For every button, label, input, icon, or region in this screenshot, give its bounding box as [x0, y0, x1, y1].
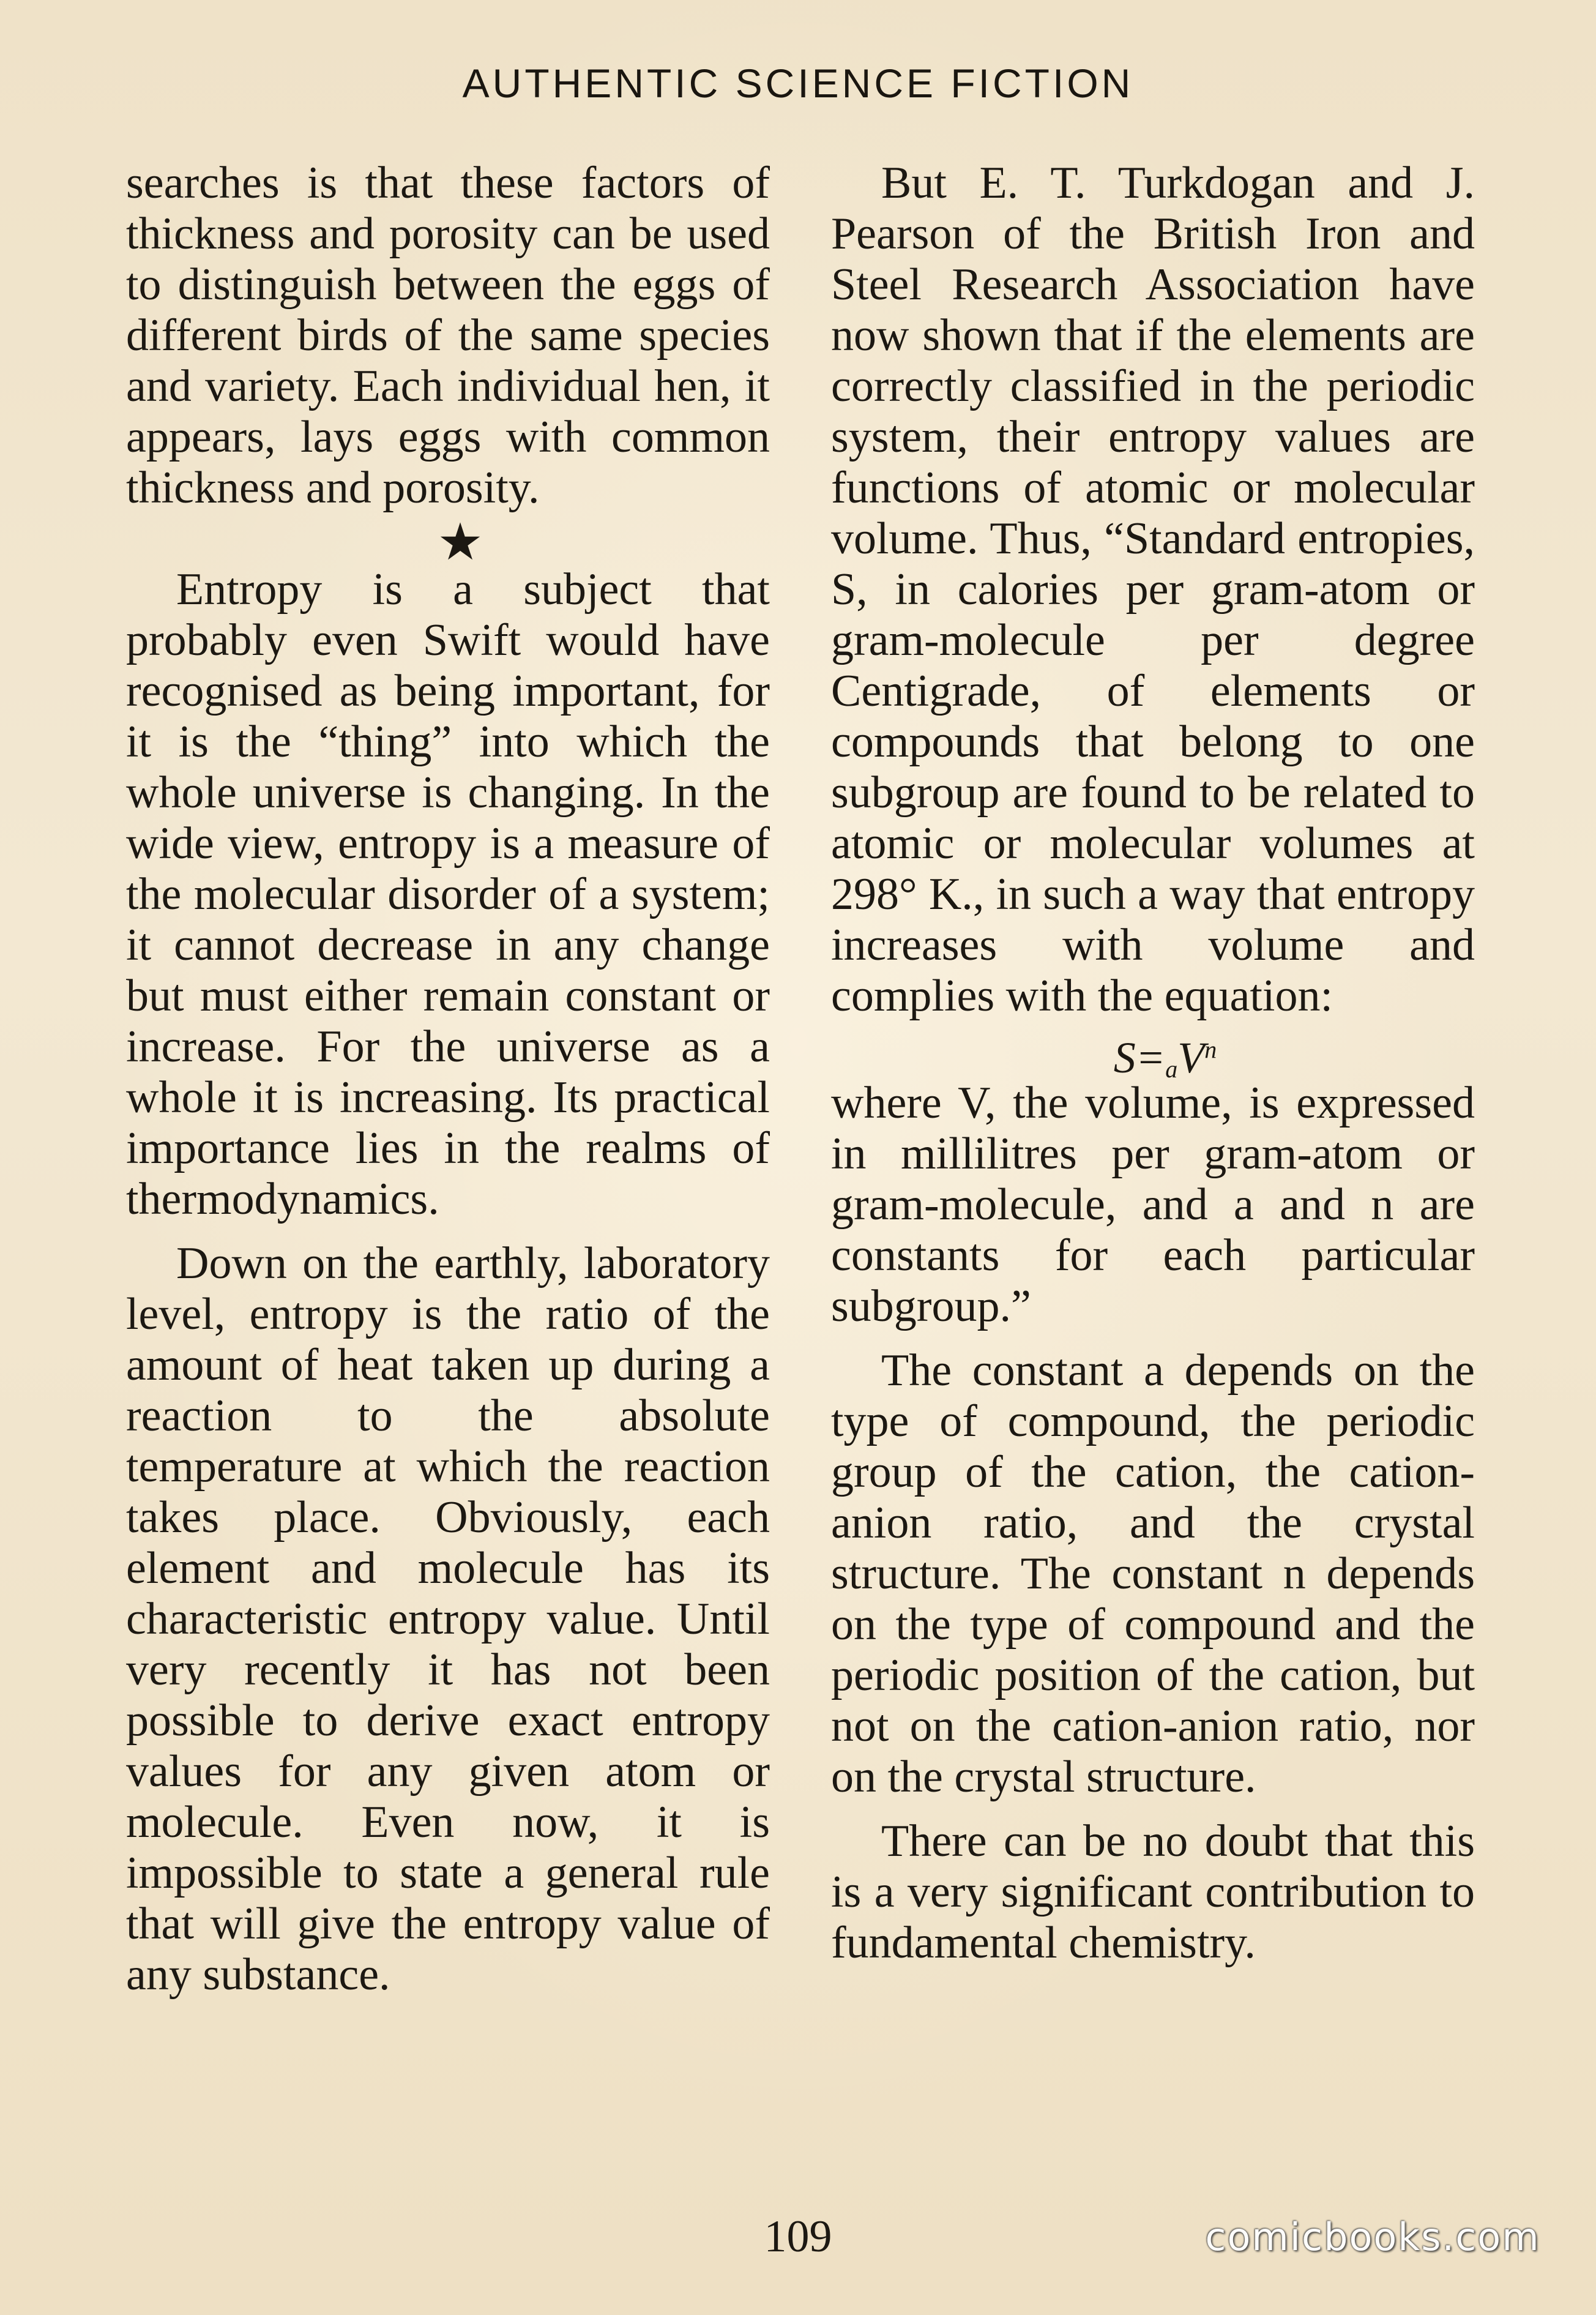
- right-column: [831, 158, 1475, 1969]
- paragraph-gap: [831, 1332, 1475, 1345]
- equation-variable: V: [1177, 1033, 1205, 1082]
- equation-exponent: n: [1204, 1036, 1217, 1063]
- paragraph-gap: [126, 1225, 770, 1238]
- paragraph-gap: [831, 1803, 1475, 1816]
- equation-lhs: S: [1113, 1033, 1136, 1082]
- left-paragraph-1: searches is that these factors of thickness and porosity can be used to distinguish between the eggs of different birds of the same species and variety. Each individual hen, it appears, lays eggs with common thickness and porosity.: [126, 158, 770, 513]
- left-paragraph-3: Down on the earthly, laboratory level, entropy is the ratio of the amount of heat taken up during a reaction to the absolute temperature at which the reaction takes place. Obviously, each element and molecule has its characteristic entropy value. Until very recently it has not been possible to derive exact entropy values for any given atom or molecule. Even now, it is impossible to state a general rule that will give the entropy value of any substance.: [126, 1238, 770, 2000]
- left-paragraph-2: Entropy is a subject that probably even Swift would have recognised as being important, for it is the “thing” into which the whole universe is changing. In the wide view, entropy is a measure of the molecular disorder of a system; it cannot decrease in any change but must either remain constant or increase. For the universe as a whole it is increasing. Its practical importance lies in the realms of thermodynamics.: [126, 564, 770, 1224]
- equation-equals: =: [1135, 1033, 1166, 1082]
- equation-subscript: a: [1165, 1055, 1178, 1083]
- right-paragraph-3: The constant a depends on the type of compound, the periodic group of the cation, the cation-anion ratio, and the crystal structure. The constant n depends on the type of compound and the periodic position of the cation, but not on the cation-anion ratio, nor on the crystal structure.: [831, 1345, 1475, 1802]
- right-paragraph-2: where V, the volume, is expressed in millilitres per gram-atom or gram-molecule, and a and n are constants for each particular subgroup.”: [831, 1078, 1475, 1331]
- right-paragraph-1: But E. T. Turkdogan and J. Pearson of the British Iron and Steel Research Association have now shown that if the elements are correctly classified in the periodic system, their entropy values are functions of atomic or molecular volume. Thus, “Standard entropies, S, in calories per gram-atom or gram-molecule per degree Centigrade, of elements or compounds that belong to one subgroup are found to be related to atomic or molecular volumes at 298° K., in such a way that entropy increases with volume and complies with the equation:: [831, 158, 1475, 1021]
- star-separator-icon: ★: [437, 514, 483, 571]
- left-column: [126, 158, 770, 2000]
- page-number: 109: [764, 2212, 832, 2262]
- entropy-equation: [831, 1022, 1475, 1083]
- watermark-logo: comicbooks.com: [1205, 2215, 1540, 2259]
- right-paragraph-4: There can be no doubt that this is a very significant contribution to fundamental chemistry.: [831, 1816, 1475, 1968]
- running-head: AUTHENTIC SCIENCE FICTION: [462, 61, 1134, 106]
